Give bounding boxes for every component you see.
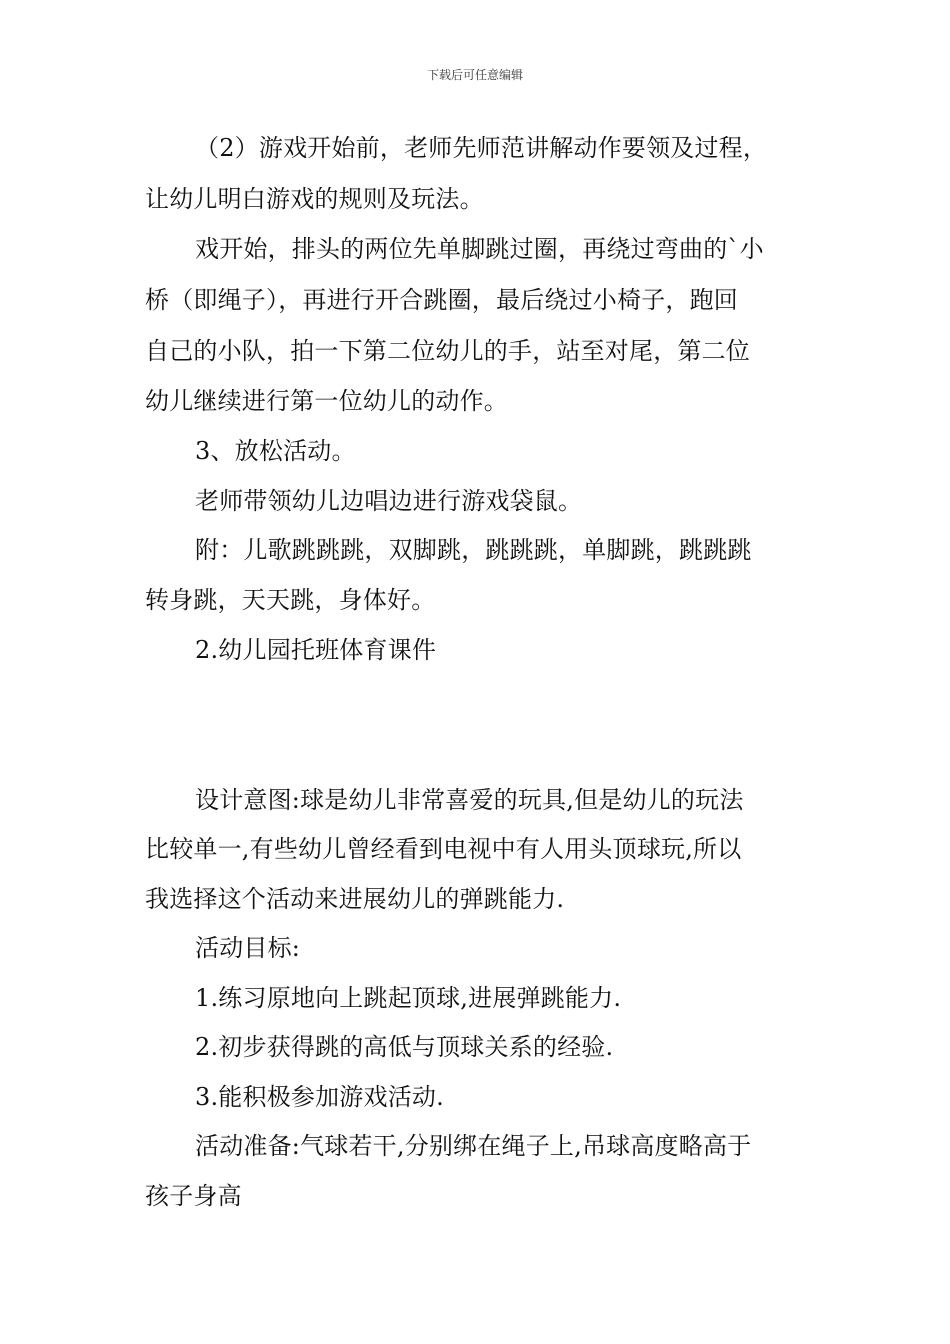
paragraph-line: 比较单一,有些幼儿曾经看到电视中有人用头顶球玩,所以 xyxy=(145,835,742,863)
paragraph-line: （2）游戏开始前，老师先师范讲解动作要领及过程， xyxy=(195,134,768,162)
paragraph-line: 幼儿继续进行第一位幼儿的动作。 xyxy=(145,387,508,415)
section-title: 2.幼儿园托班体育课件 xyxy=(195,636,437,664)
paragraph-line: 自己的小队，拍一下第二位幼儿的手，站至对尾，第二位 xyxy=(145,337,750,365)
paragraph-line: 老师带领幼儿边唱边进行游戏袋鼠。 xyxy=(195,487,583,515)
paragraph-line: 让幼儿明白游戏的规则及玩法。 xyxy=(145,185,484,213)
paragraph-line: 附：儿歌跳跳跳，双脚跳，跳跳跳，单脚跳，跳跳跳 xyxy=(195,536,752,564)
paragraph-line: 活动准备:气球若干,分别绑在绳子上,吊球高度略高于 xyxy=(195,1132,752,1160)
list-item: 2.初步获得跳的高低与顶球关系的经验. xyxy=(195,1033,614,1061)
paragraph-line: 我选择这个活动来进展幼儿的弹跳能力. xyxy=(145,885,565,913)
page-header: 下载后可任意编辑 xyxy=(426,68,523,82)
section-heading: 活动目标: xyxy=(195,934,301,962)
paragraph-line: 桥（即绳子），再进行开合跳圈，最后绕过小椅子，跑回 xyxy=(145,286,738,314)
paragraph-line: 孩子身高 xyxy=(145,1182,242,1210)
paragraph-line: 戏开始，排头的两位先单脚跳过圈，再绕过弯曲的`小 xyxy=(195,235,764,263)
section-heading: 3、放松活动。 xyxy=(195,437,356,465)
paragraph-line: 设计意图:球是幼儿非常喜爱的玩具,但是幼儿的玩法 xyxy=(195,786,744,814)
list-item: 1.练习原地向上跳起顶球,进展弹跳能力. xyxy=(195,984,622,1012)
list-item: 3.能积极参加游戏活动. xyxy=(195,1083,444,1111)
paragraph-line: 转身跳，天天跳，身体好。 xyxy=(145,586,436,614)
